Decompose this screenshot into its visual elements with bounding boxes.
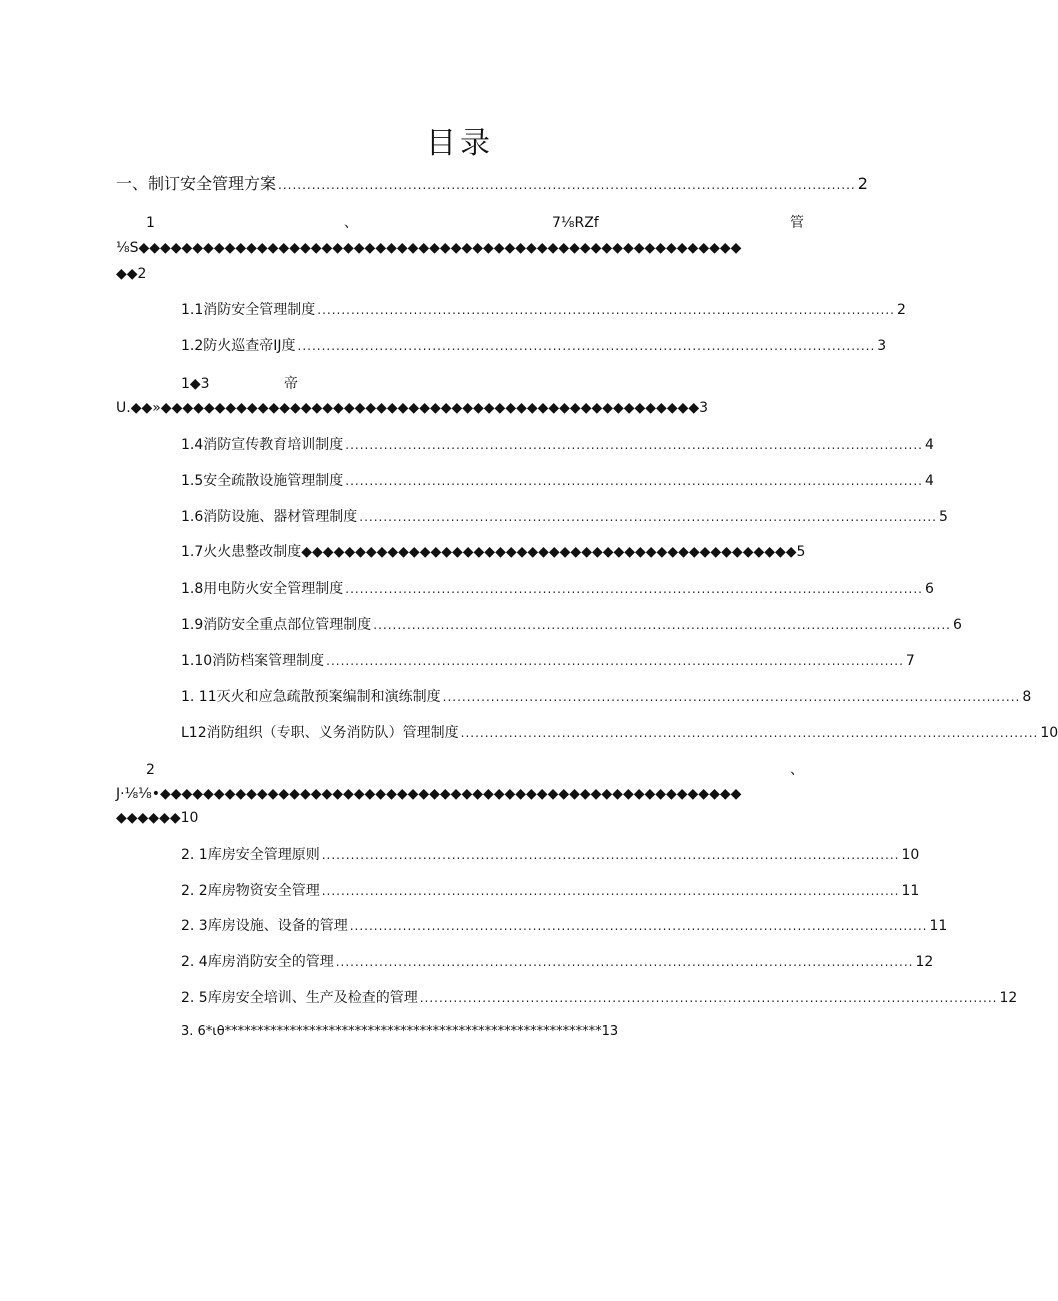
toc-entry-page: 4 (925, 473, 934, 489)
toc-entry-label: 1.1消防安全管理制度 (181, 302, 316, 318)
toc-leader: ........................................................................................................................ (321, 848, 900, 862)
toc-entry-page: 11 (901, 883, 920, 899)
toc-entry-label: 1.4消防宣传教育培训制度 (181, 437, 344, 453)
toc-entry-page: 2 (857, 174, 868, 193)
toc-entry-label: 1.10消防档案管理制度 (181, 653, 325, 669)
garbled-text: 1◆3 (181, 376, 210, 392)
toc-entry[interactable] (181, 433, 934, 457)
garbled-text: 1 (146, 215, 155, 231)
toc-entry[interactable] (181, 914, 948, 938)
toc-entry-label: 2. 4库房消防安全的管理 (181, 954, 334, 970)
toc-entry[interactable] (181, 298, 906, 322)
toc-entry[interactable] (181, 577, 934, 601)
toc-entry-page: 10 (1040, 725, 1058, 741)
garbled-text: 3. 6*ιθ**********************************************************13 (181, 1024, 619, 1039)
toc-leader: ........................................................................................................................ (321, 884, 900, 898)
garbled-text: 、 (344, 215, 358, 231)
garbled-text: ◆◆◆◆◆◆10 (116, 810, 199, 826)
toc-entry-page: 5 (939, 509, 948, 525)
toc-entry[interactable] (181, 986, 1018, 1010)
toc-leader: ........................................................................................................................ (317, 303, 895, 317)
garbled-text: ◆◆2 (116, 266, 147, 282)
toc-entry[interactable] (181, 879, 920, 903)
garbled-text: 、 (790, 762, 804, 778)
toc-entry[interactable] (181, 334, 887, 358)
toc-entry-page: 3 (877, 338, 887, 354)
garbled-text: 2 (146, 762, 155, 778)
toc-leader: ........................................................................................................................ (419, 991, 998, 1005)
toc-entry-page: 2 (897, 302, 906, 318)
toc-entry[interactable] (181, 843, 920, 867)
garbled-text: 帝 (284, 376, 298, 392)
toc-entry-label: 1.8用电防火安全管理制度 (181, 581, 344, 597)
toc-entry-page: 12 (915, 954, 934, 970)
toc-leader: ........................................................................................................................ (326, 654, 904, 668)
toc-entry-label: L12消防组织（专职、义务消防队）管理制度 (181, 725, 459, 741)
toc-leader: ........................................................................................................................ (345, 474, 923, 488)
toc-entry-label: 2. 2库房物资安全管理 (181, 883, 320, 899)
toc-leader: ........................................................................................................................ (345, 582, 923, 596)
toc-entry-page: 7 (905, 653, 915, 669)
toc-entry[interactable] (181, 613, 962, 637)
garbled-text: 7⅛RZf (552, 215, 599, 231)
toc-leader: ........................................................................................................................ (345, 438, 923, 452)
garbled-text: 管 (790, 215, 804, 231)
toc-leader: ........................................................................................................................ (460, 726, 1039, 740)
toc-entry[interactable] (116, 172, 868, 196)
toc-leader: ........................................................................................................................ (297, 339, 876, 353)
toc-entry-label: 2. 1库房安全管理原则 (181, 847, 320, 863)
toc-leader: ........................................................................................................................ (278, 178, 856, 192)
toc-leader: ........................................................................................................................ (442, 690, 1021, 704)
toc-entry-label: 1.5安全疏散设施管理制度 (181, 473, 344, 489)
toc-entry-page: 11 (929, 918, 948, 934)
toc-entry[interactable] (181, 505, 948, 529)
toc-title: 目录 (426, 126, 494, 161)
toc-leader: ........................................................................................................................ (335, 955, 914, 969)
toc-entry-page: 10 (901, 847, 920, 863)
toc-entry-page: 12 (999, 990, 1018, 1006)
toc-entry-label: 1.9消防安全重点部位管理制度 (181, 617, 372, 633)
toc-entry-page: 6 (925, 581, 934, 597)
toc-entry[interactable] (181, 649, 915, 673)
toc-entry-label: 一、制订安全管理方案 (116, 174, 277, 193)
garbled-text: U.◆◆»◆◆◆◆◆◆◆◆◆◆◆◆◆◆◆◆◆◆◆◆◆◆◆◆◆◆◆◆◆◆◆◆◆◆◆◆◆◆◆◆◆◆◆◆◆◆◆◆◆◆3 (116, 400, 709, 416)
toc-leader: ........................................................................................................................ (349, 919, 928, 933)
toc-entry-label: 1. 11灭火和应急疏散预案编制和演练制度 (181, 689, 441, 705)
toc-entry-page: 6 (953, 617, 962, 633)
toc-leader: ........................................................................................................................ (373, 618, 951, 632)
toc-entry-label: 2. 3库房设施、设备的管理 (181, 918, 348, 934)
toc-entry-label: 1.2防火巡查帝IJ度 (181, 338, 296, 354)
toc-leader: ........................................................................................................................ (359, 510, 937, 524)
toc-entry[interactable] (181, 950, 934, 974)
garbled-text: J·⅛⅛•◆◆◆◆◆◆◆◆◆◆◆◆◆◆◆◆◆◆◆◆◆◆◆◆◆◆◆◆◆◆◆◆◆◆◆◆◆◆◆◆◆◆◆◆◆◆◆◆◆◆◆◆◆◆ (116, 786, 742, 802)
garbled-text: 1.7火火患整改制度◆◆◆◆◆◆◆◆◆◆◆◆◆◆◆◆◆◆◆◆◆◆◆◆◆◆◆◆◆◆◆◆◆◆◆◆◆◆◆◆◆◆◆◆◆◆5 (181, 544, 806, 560)
toc-entry-label: 1.6消防设施、器材管理制度 (181, 509, 358, 525)
toc-entry[interactable] (181, 685, 1032, 709)
toc-entry-label: 2. 5库房安全培训、生产及检查的管理 (181, 990, 418, 1006)
toc-entry-page: 8 (1022, 689, 1032, 705)
garbled-text: ⅛S◆◆◆◆◆◆◆◆◆◆◆◆◆◆◆◆◆◆◆◆◆◆◆◆◆◆◆◆◆◆◆◆◆◆◆◆◆◆◆◆◆◆◆◆◆◆◆◆◆◆◆◆◆◆◆◆ (116, 240, 742, 256)
toc-entry[interactable] (181, 721, 1058, 745)
toc-entry[interactable] (181, 469, 934, 493)
toc-entry-page: 4 (925, 437, 934, 453)
